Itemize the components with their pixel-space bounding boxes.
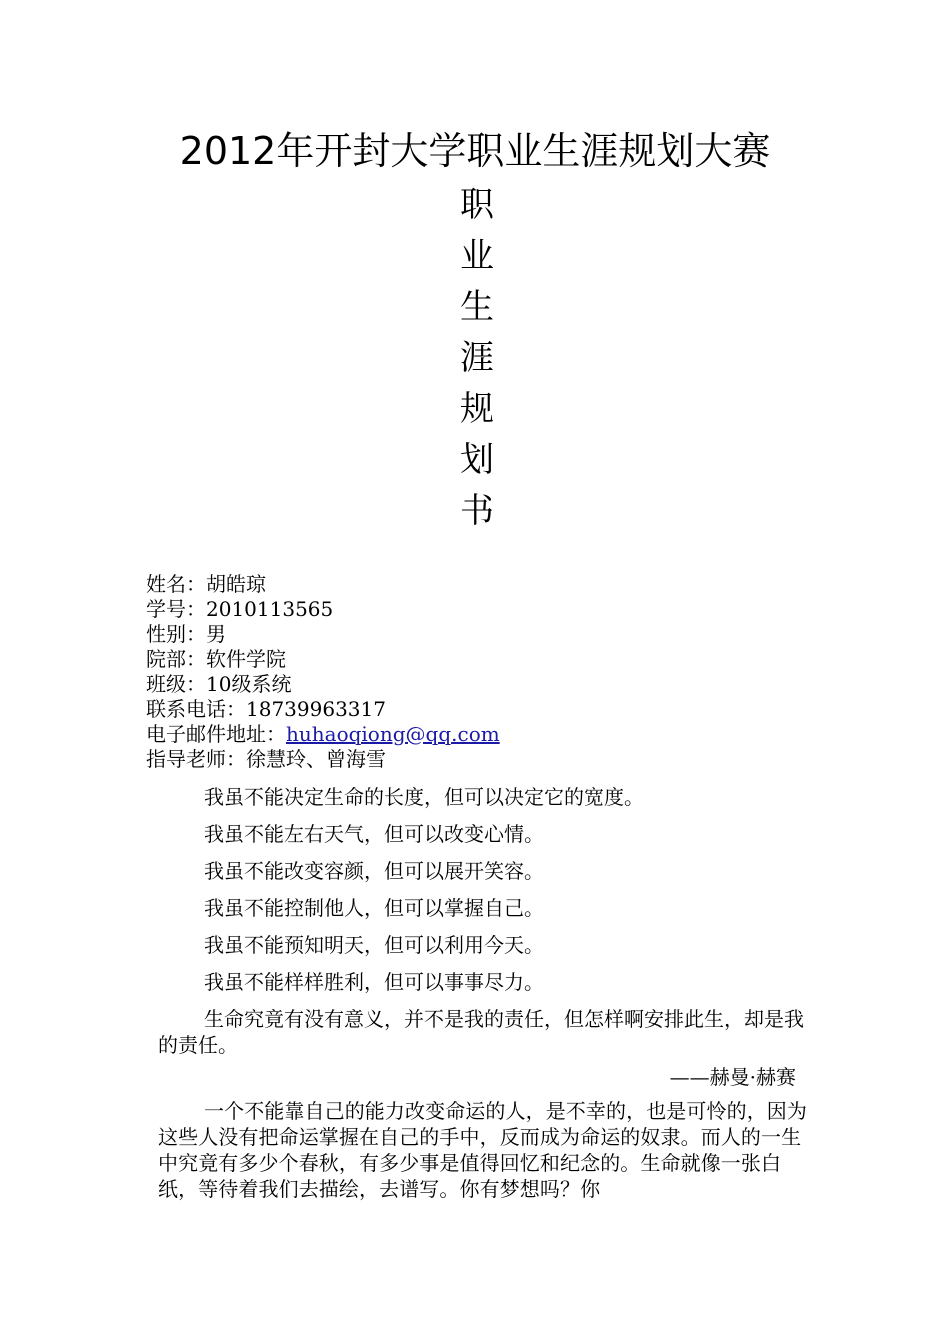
vertical-title-char: 业 xyxy=(460,236,494,276)
quote-paragraph: 生命究竟有没有意义，并不是我的责任，但怎样啊安排此生，却是我的责任。 xyxy=(158,1007,804,1057)
document-title: 2012年开封大学职业生涯规划大赛 xyxy=(179,129,771,173)
info-row-name xyxy=(146,572,500,597)
info-row-student-id xyxy=(146,597,500,622)
motto-line: 我虽不能左右天气，但可以改变心情。 xyxy=(204,822,544,846)
vertical-title-char: 划 xyxy=(460,440,494,480)
info-value: 男 xyxy=(206,622,226,646)
vertical-title-char: 职 xyxy=(460,185,494,225)
info-value: 软件学院 xyxy=(206,647,286,671)
motto-line: 我虽不能改变容颜，但可以展开笑容。 xyxy=(204,859,544,883)
info-label: 学号： xyxy=(146,597,206,621)
motto-line: 我虽不能样样胜利，但可以事事尽力。 xyxy=(204,970,544,994)
info-row-gender xyxy=(146,622,500,647)
motto-line: 我虽不能预知明天，但可以利用今天。 xyxy=(204,933,544,957)
info-value: 徐慧玲、曾海雪 xyxy=(246,747,386,771)
vertical-title-char: 规 xyxy=(460,389,494,429)
info-label: 院部： xyxy=(146,647,206,671)
document-body xyxy=(158,784,808,1202)
motto-line: 我虽不能决定生命的长度，但可以决定它的宽度。 xyxy=(204,785,644,809)
info-row-advisor xyxy=(146,747,500,772)
vertical-title-char: 涯 xyxy=(460,338,494,378)
info-label: 联系电话： xyxy=(146,697,246,721)
vertical-title-char: 书 xyxy=(460,491,494,531)
quote-attribution: ——赫曼·赫赛 xyxy=(669,1065,796,1089)
info-value: 胡皓琼 xyxy=(206,572,266,596)
info-label: 性别： xyxy=(146,622,206,646)
vertical-title-char: 生 xyxy=(460,287,494,327)
info-value: 10级系统 xyxy=(206,672,292,696)
info-row-department xyxy=(146,647,500,672)
info-label: 指导老师： xyxy=(146,747,246,771)
info-value: 2010113565 xyxy=(206,597,334,621)
email-link[interactable]: huhaoqiong@qq.com xyxy=(286,722,500,746)
info-label: 班级： xyxy=(146,672,206,696)
info-row-email xyxy=(146,722,500,747)
student-info xyxy=(146,572,500,772)
vertical-title xyxy=(455,180,499,537)
essay-paragraph: 一个不能靠自己的能力改变命运的人，是不幸的，也是可怜的，因为这些人没有把命运掌握在自己的手中，反而成为命运的奴隶。而人的一生中究竟有多少个春秋，有多少事是值得回忆和纪念的。生命就像一张白纸，等待着我们去描绘，去谱写。你有梦想吗？你 xyxy=(158,1099,807,1201)
info-row-phone xyxy=(146,697,500,722)
info-value: 18739963317 xyxy=(246,697,386,721)
info-label: 电子邮件地址： xyxy=(146,722,286,746)
info-row-class xyxy=(146,672,500,697)
info-label: 姓名： xyxy=(146,572,206,596)
motto-line: 我虽不能控制他人，但可以掌握自己。 xyxy=(204,896,544,920)
